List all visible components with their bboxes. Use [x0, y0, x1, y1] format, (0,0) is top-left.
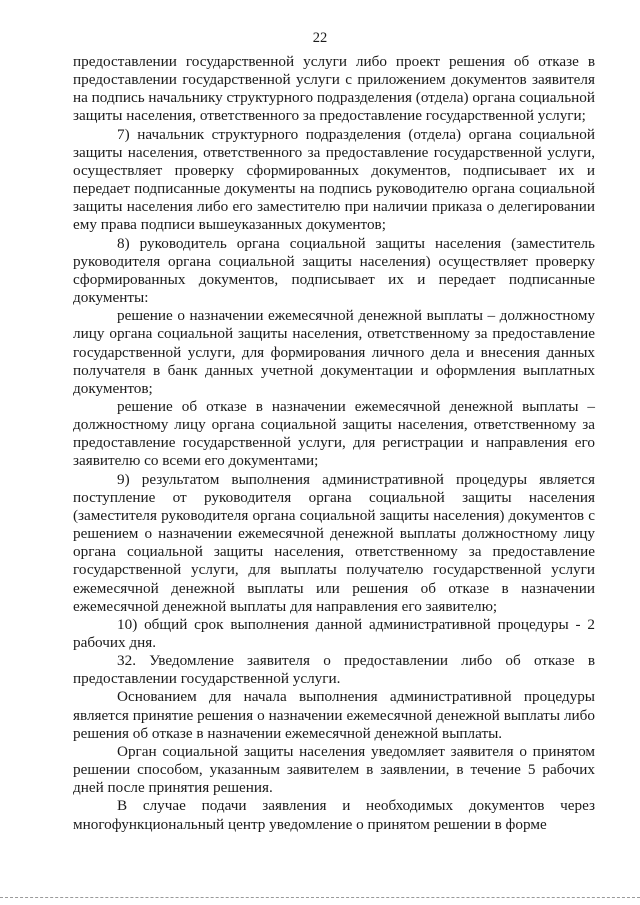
paragraph: Орган социальной защиты населения уведомляет заявителя о принятом решении способом, указанным заявителем в заявлении, в течение 5 рабочих дней после принятия решения.	[73, 742, 595, 797]
paragraph: решение о назначении ежемесячной денежной выплаты – должностному лицу органа социальной защиты населения, ответственному за предоставление государственной услуги, для формирования личного дела и внесения данных получателя в банк данных учетной документации и оформления выплатных документов;	[73, 307, 595, 397]
paragraph: 32. Уведомление заявителя о предоставлении либо об отказе в предоставлении государственной услуги.	[73, 652, 595, 688]
document-body	[73, 53, 595, 834]
page-bottom-edge	[0, 897, 640, 898]
page-number: 22	[312, 30, 328, 46]
paragraph: Основанием для начала выполнения административной процедуры является принятие решения о назначении ежемесячной денежной выплаты либо решения об отказе в назначении ежемесячной денежной выплаты.	[73, 688, 595, 742]
paragraph: 9) результатом выполнения административной процедуры является поступление от руководителя органа социальной защиты населения (заместителя руководителя органа социальной защиты населения) документов с решением о назначении ежемесячной денежной выплаты должностному лицу органа социальной защиты населения, ответственному за предоставление государственной услуги, для выплаты получателю государственной услуги ежемесячной денежной выплаты или решения об отказе в назначении ежемесячной денежной выплаты для направления его заявителю;	[73, 470, 595, 615]
paragraph: предоставлении государственной услуги либо проект решения об отказе в предоставлении государственной услуги с приложением документов заявителя на подпись начальнику структурного подразделения (отдела) органа социальной защиты населения, ответственного за предоставление государственной услуги;	[73, 53, 595, 125]
paragraph: 7) начальник структурного подразделения (отдела) органа социальной защиты населения, ответственного за предоставление государственной услуги, осуществляет проверку сформированных документов, подписывает их и передает подписанные документы на подпись руководителю органа социальной защиты населения либо его заместителю при наличии приказа о делегировании ему права подписи вышеуказанных документов;	[73, 125, 595, 234]
paragraph: В случае подачи заявления и необходимых документов через многофункциональный центр уведомление о принятом решении в форме	[73, 797, 595, 833]
paragraph: 10) общий срок выполнения данной административной процедуры - 2 рабочих дня.	[73, 615, 595, 651]
paragraph: решение об отказе в назначении ежемесячной денежной выплаты – должностному лицу органа социальной защиты населения, ответственному за предоставление государственной услуги, для регистрации и направления его заявителю со всеми его документами;	[73, 397, 595, 470]
paragraph: 8) руководитель органа социальной защиты населения (заместитель руководителя органа социальной защиты населения) осуществляет проверку сформированных документов, подписывает их и передает подписанные документы:	[73, 234, 595, 307]
